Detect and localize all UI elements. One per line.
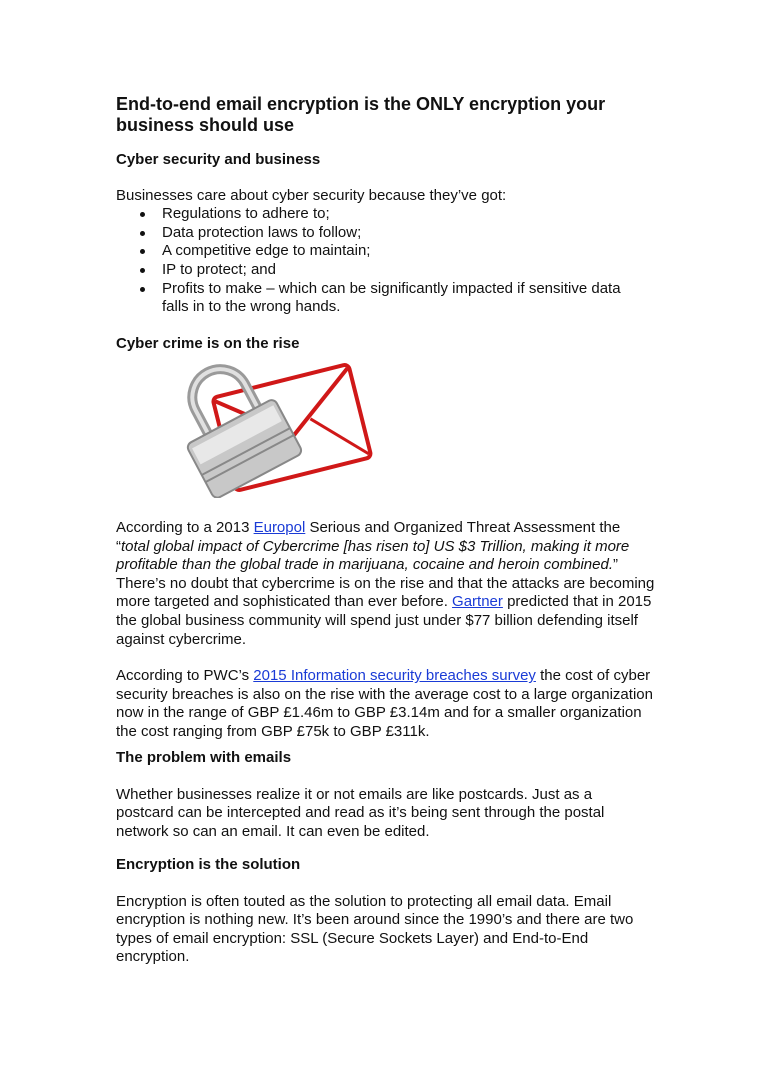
text: the cost of cyber security breaches is also on the rise with the average cost to a large organization now in the range of GBP £1.46m to GBP £3.14m and for a smaller organization the cost ranging from GBP £75k to GBP £311k. <box>116 667 653 740</box>
section-problem-emails <box>116 749 656 841</box>
paragraph: Encryption is often touted as the solution to protecting all email data. Email encryption is nothing new. It’s been around since the 1990’s and there are two types of email encryption: SSL (Secure Sockets Layer) and End-to-End encryption. <box>116 892 634 966</box>
pwc-survey-link[interactable]: 2015 Information security breaches survey <box>253 667 536 685</box>
intro-text: Businesses care about cyber security because they’ve got: <box>116 186 507 204</box>
bullet-list <box>116 205 656 317</box>
list-item: Profits to make – which can be significantly impacted if sensitive data falls in to the wrong hands. <box>162 280 656 317</box>
section-heading: Cyber crime is on the rise <box>116 335 300 352</box>
lock-envelope-image <box>160 358 375 498</box>
europol-link[interactable]: Europol <box>253 519 306 536</box>
text: ” There’s no doubt that cybercrime is on the rise and that the attacks are becoming more targeted and sophisticated than ever before. <box>116 556 655 611</box>
paragraph-pwc <box>116 667 656 741</box>
paragraph-europol <box>116 519 656 742</box>
quote: total global impact of Cybercrime [has risen to] US $3 Trillion, making it more profitable than the global trade in marijuana, cocaine and heroin combined. <box>116 537 630 574</box>
text: According to a 2013 <box>116 519 254 536</box>
text: Serious and Organized Threat Assessment the “ <box>116 519 621 555</box>
section-heading: The problem with emails <box>116 749 292 766</box>
list-item: Data protection laws to follow; <box>162 224 656 243</box>
section-cyber-security-business <box>116 151 656 317</box>
section-heading: Cyber security and business <box>116 151 321 168</box>
text: According to PWC’s <box>116 667 254 685</box>
text: predicted that in 2015 the global business community will spend just under $77 billion defending itself against cybercrime. <box>116 593 652 648</box>
gartner-link[interactable]: Gartner <box>452 593 503 611</box>
document-title: End-to-end email encryption is the ONLY encryption your business should use <box>116 94 606 135</box>
list-item: Regulations to adhere to; <box>162 205 656 224</box>
section-heading: Encryption is the solution <box>116 856 301 873</box>
paragraph: Whether businesses realize it or not emails are like postcards. Just as a postcard can be intercepted and read as it’s being sent through the postal network so can an email. It can even be edited. <box>116 785 605 840</box>
list-item: IP to protect; and <box>162 261 656 280</box>
list-item: A competitive edge to maintain; <box>162 242 656 261</box>
section-encryption-solution <box>116 856 656 967</box>
